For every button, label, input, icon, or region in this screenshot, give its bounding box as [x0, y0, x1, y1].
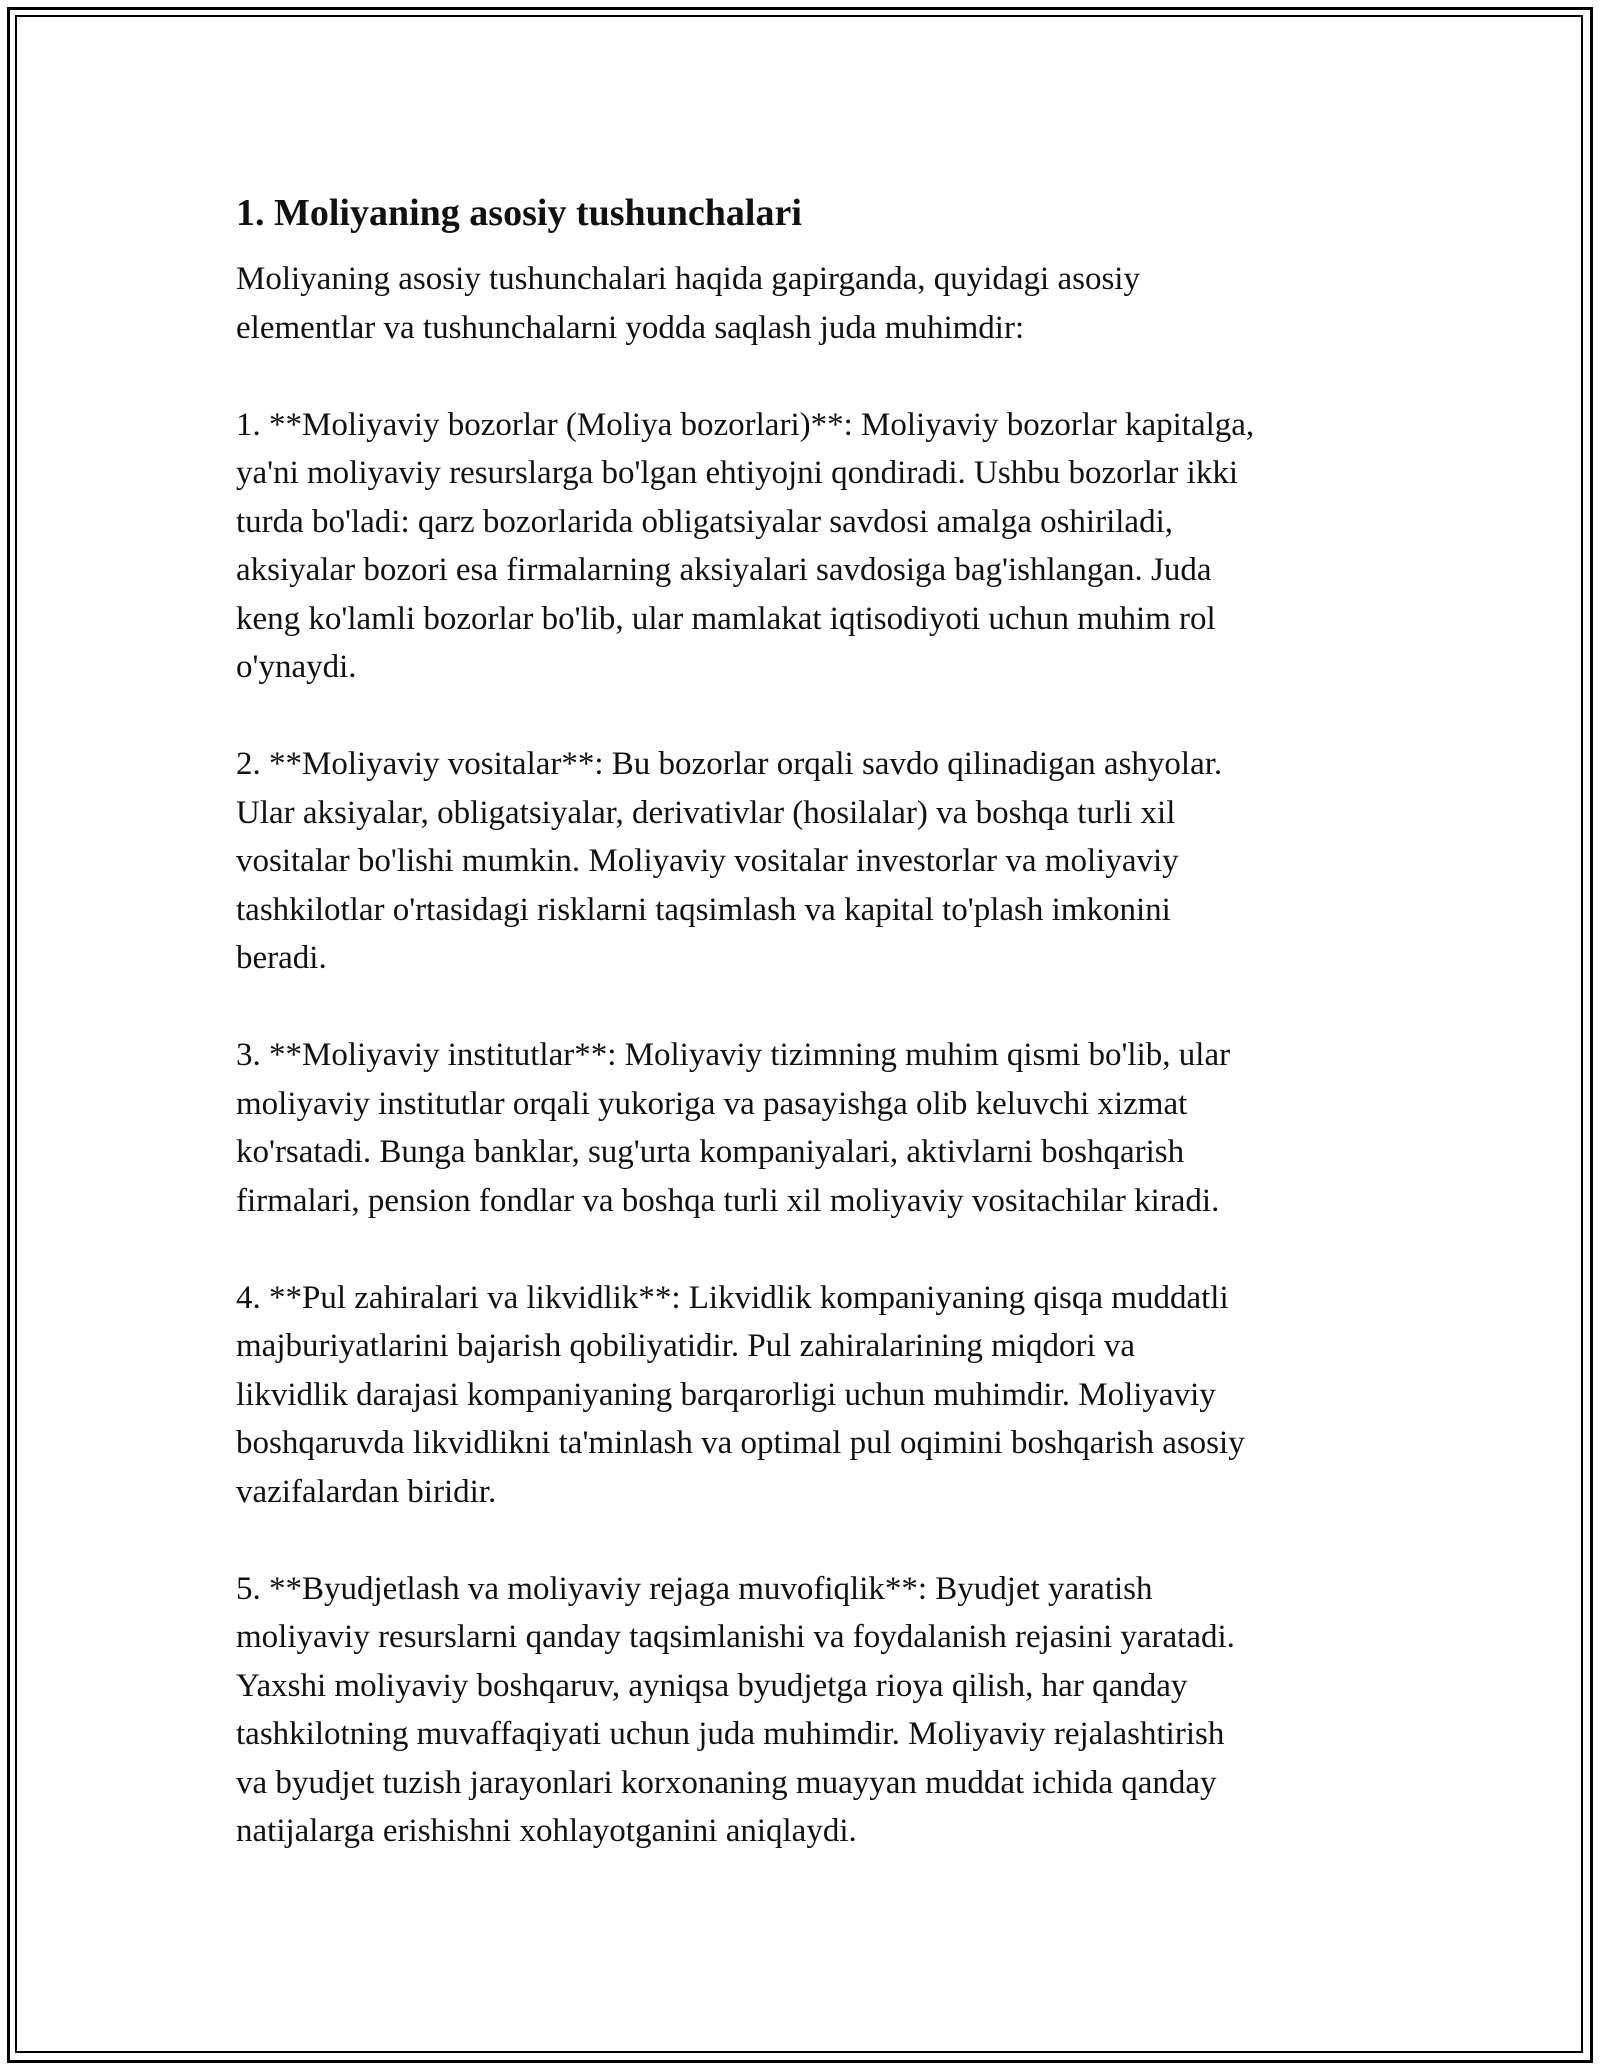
paragraph-budgeting: 5. **Byudjetlash va moliyaviy rejaga muvofiqlik**: Byudjet yaratish moliyaviy resurslarni qanday taqsimlanishi va foydalanish rejasini yaratadi. Yaxshi moliyaviy boshqaruv, ayniqsa byudjetga rioya qilish, har qanday tashkilotning muvaffaqiyati uchun juda muhimdir. Moliyaviy rejalashtirish va byudjet tuzish jarayonlari korxonaning muayyan muddat ichida qanday natijalarga erishishni xohlayotganini aniqlaydi.	[236, 1570, 1235, 1849]
intro-paragraph: Moliyaning asosiy tushunchalari haqida gapirganda, quyidagi asosiy elementlar va tushunchalarni yodda saqlash juda muhimdir:	[236, 261, 1140, 346]
paragraph-financial-institutions: 3. **Moliyaviy institutlar**: Moliyaviy tizimning muhim qismi bo'lib, ular moliyaviy institutlar orqali yukoriga va pasayishga olib keluvchi xizmat ko'rsatadi. Bunga banklar, sug'urta kompaniyalari, aktivlarni boshqarish firmalari, pension fondlar va boshqa turli xil moliyaviy vositachilar kiradi.	[236, 1037, 1231, 1219]
document-body	[236, 185, 1416, 1904]
paragraph-cash-reserves-liquidity: 4. **Pul zahiralari va likvidlik**: Likvidlik kompaniyaning qisqa muddatli majburiyatlarini bajarish qobiliyatidir. Pul zahiralarining miqdori va likvidlik darajasi kompaniyaning barqarorligi uchun muhimdir. Moliyaviy boshqaruvda likvidlikni ta'minlash va optimal pul oqimini boshqarish asosiy vazifalardan biridir.	[236, 1279, 1245, 1510]
document-title: 1. Moliyaning asosiy tushunchalari	[236, 192, 802, 234]
paragraph-financial-instruments: 2. **Moliyaviy vositalar**: Bu bozorlar orqali savdo qilinadigan ashyolar. Ular aksiyalar, obligatsiyalar, derivativlar (hosilalar) va boshqa turli xil vositalar bo'lishi mumkin. Moliyaviy vositalar investorlar va moliyaviy tashkilotlar o'rtasidagi risklarni taqsimlash va kapital to'plash imkonini beradi.	[236, 746, 1223, 976]
paragraph-financial-markets: 1. **Moliyaviy bozorlar (Moliya bozorlari)**: Moliyaviy bozorlar kapitalga, ya'ni moliyaviy resurslarga bo'lgan ehtiyojni qondiradi. Ushbu bozorlar ikki turda bo'ladi: qarz bozorlarida obligatsiyalar savdosi amalga oshiriladi, aksiyalar bozori esa firmalarning aksiyalari savdosiga bag'ishlangan. Juda keng ko'lamli bozorlar bo'lib, ular mamlakat iqtisodiyoti uchun muhim rol o'ynaydi.	[236, 406, 1255, 685]
